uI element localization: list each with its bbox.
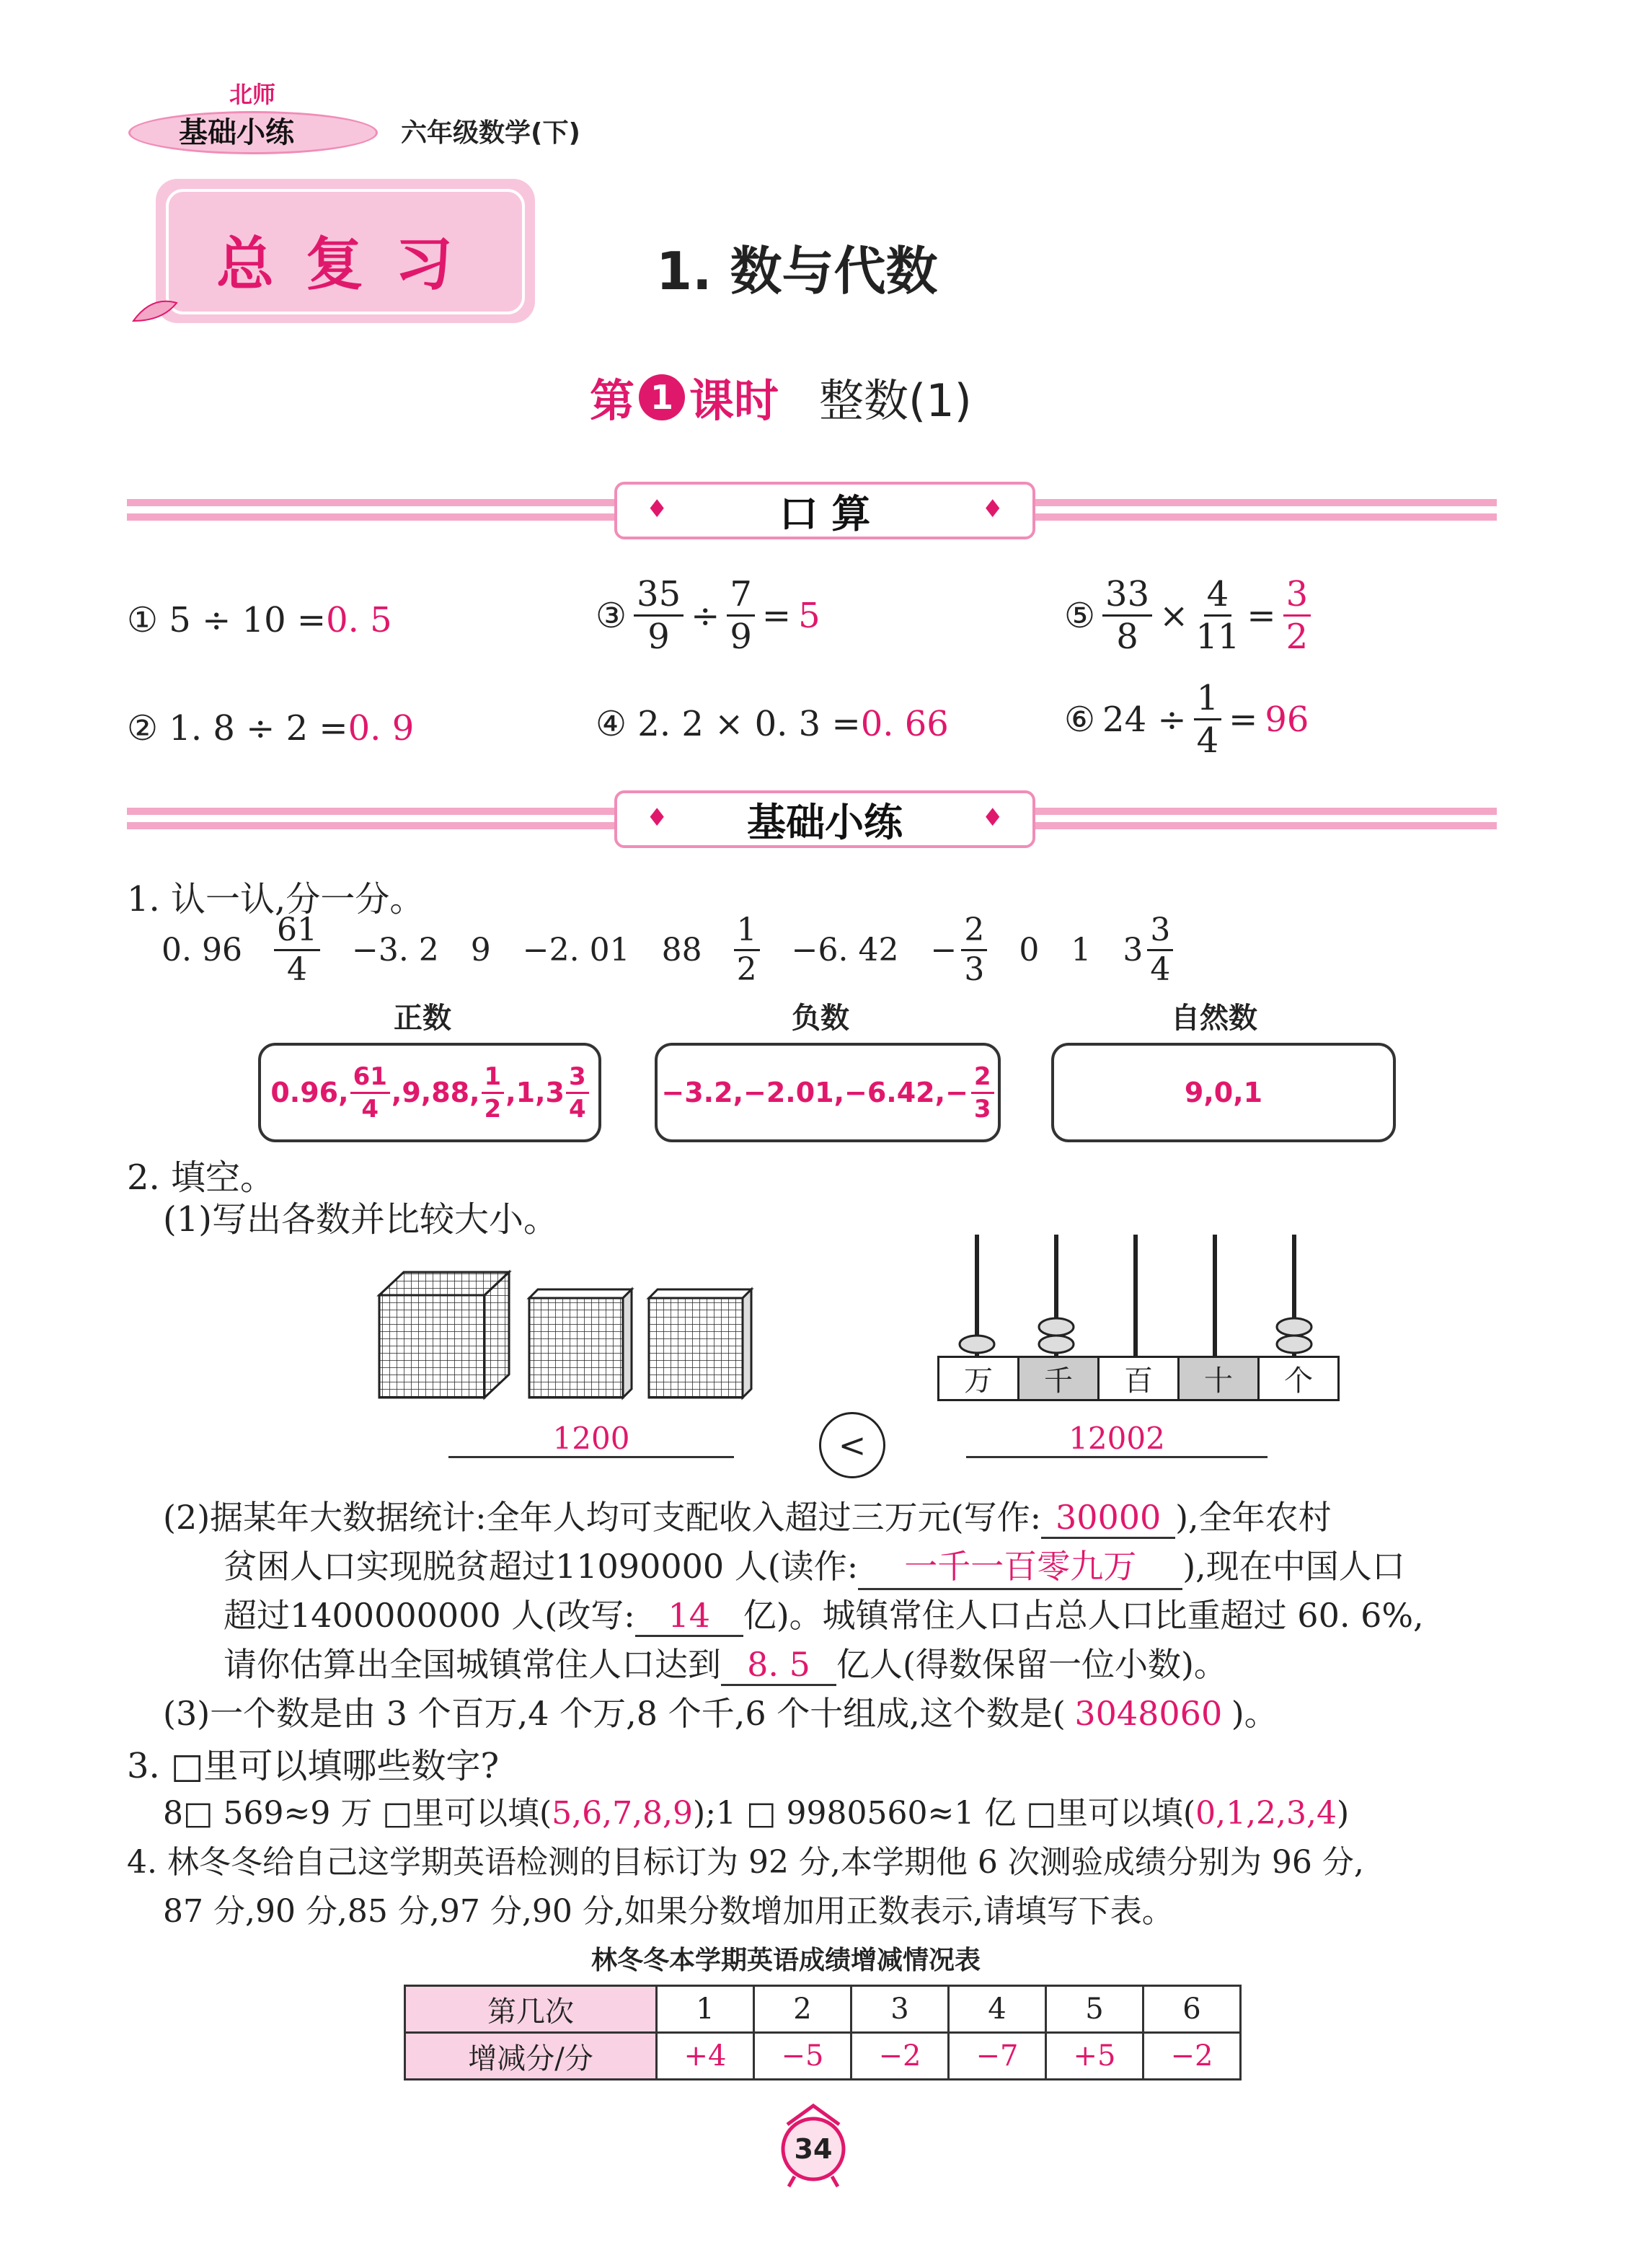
diamond-icon: ♦ xyxy=(981,803,1004,832)
q1-title: 1. 认一认,分一分。 xyxy=(127,879,425,919)
category-negative: 负数 xyxy=(792,1002,849,1035)
brand-main: 基础小练 xyxy=(179,116,294,149)
table-cell: 3 xyxy=(851,1986,949,2033)
lesson-suffix: 课时 xyxy=(689,374,779,427)
chapter-title: 1. 数与代数 xyxy=(656,241,938,301)
table-cell: +5 xyxy=(1046,2033,1143,2080)
review-badge xyxy=(156,179,535,323)
subject-label: 六年级数学(下) xyxy=(401,118,580,148)
abacus xyxy=(937,1232,1337,1405)
q2-part3: (3)一个数是由 3 个百万,4 个万,8 个千,6 个十组成,这个数是( 3048060 )。 xyxy=(163,1694,1278,1733)
q3-title: 3. □里可以填哪些数字? xyxy=(127,1746,500,1786)
q2-part2-line1: (2)据某年大数据统计:全年人均可支配收入超过三万元(写作: 30000 ),全年农村 xyxy=(163,1491,1332,1539)
category-positive: 正数 xyxy=(394,1002,451,1035)
mental-item-6: ⑥ 24 ÷ $\frac{1}{4}$ = 96 xyxy=(1064,678,1309,761)
table-cell: −2 xyxy=(851,2033,949,2080)
q4-line2: 87 分,90 分,85 分,97 分,90 分,如果分数增加用正数表示,请填写下表。 xyxy=(163,1893,1174,1930)
table-cell: −2 xyxy=(1143,2033,1241,2080)
q4-line1: 4. 林冬冬给自己这学期英语检测的目标订为 92 分,本学期他 6 次测验成绩分别为 96 分, xyxy=(127,1844,1364,1881)
q2-part2-line2: 贫困人口实现脱贫超过11090000 人(读作: 一千一百零九万 ),现在中国人口 xyxy=(224,1540,1405,1590)
section-title-practice xyxy=(614,790,1035,848)
category-natural: 自然数 xyxy=(1171,1002,1257,1035)
answer-box-negative: −3.2,−2.01,−6.42,− $\frac{2}{3}$ xyxy=(655,1043,1001,1142)
lesson-title xyxy=(590,365,972,429)
mental-item-2: ② 1. 8 ÷ 2 =0. 9 xyxy=(127,708,415,749)
mental-item-4: ④ 2. 2 × 0. 3 =0. 66 xyxy=(596,704,949,744)
table-cell: −5 xyxy=(754,2033,851,2080)
table-cell: 5 xyxy=(1046,1986,1143,2033)
mental-item-5: ⑤ $\frac{33}{8}$ × $\frac{4}{11}$ = $\frac{3}{2}$ xyxy=(1064,577,1311,654)
lesson-topic: 整数(1) xyxy=(819,374,972,427)
q2-part1: (1)写出各数并比较大小。 xyxy=(163,1199,558,1240)
abacus-place-labels: 万 千 百 十 个 xyxy=(937,1356,1340,1401)
q2-part2-line4: 请你估算出全国城镇常住人口达到 8. 5 亿人(得数保留一位小数)。 xyxy=(224,1638,1227,1686)
page-number: 34 xyxy=(794,2133,833,2165)
table-row xyxy=(405,2033,1241,2080)
cube-blocks-figure xyxy=(375,1266,757,1403)
brand-logo xyxy=(128,72,388,151)
q2-title: 2. 填空。 xyxy=(127,1157,275,1198)
diamond-icon: ♦ xyxy=(981,495,1004,524)
brand-top: 北师 xyxy=(229,81,276,108)
q1-number-list: 0. 96 $\frac{61}{4}$ −3. 2 9 −2. 01 88 $\frac{1}{2}$ −6. 42 − $\frac{2}{3}$ 0 1 3 $\frac{3}{4}$ xyxy=(162,914,1173,986)
abacus-rods xyxy=(937,1232,1337,1358)
row-header: 增减分/分 xyxy=(405,2033,657,2080)
section-label: 口 算 xyxy=(779,490,871,537)
answer-box-positive: 0.96, $\frac{61}{4}$ ,9,88, $\frac{1}{2}$ ,1,3 $\frac{3}{4}$ xyxy=(258,1043,601,1142)
table-cell: +4 xyxy=(657,2033,754,2080)
table-row xyxy=(405,1986,1241,2033)
page-number-badge xyxy=(773,2103,854,2189)
section-label: 基础小练 xyxy=(747,799,903,845)
table-cell: 2 xyxy=(754,1986,851,2033)
mental-item-1: ① 5 ÷ 10 =0. 5 xyxy=(127,600,392,640)
table-cell: 6 xyxy=(1143,1986,1241,2033)
badge-text: 总 复 习 xyxy=(216,231,459,298)
section-title-mental xyxy=(614,482,1035,539)
table-cell: 4 xyxy=(949,1986,1046,2033)
lesson-number-badge: 1 xyxy=(639,374,685,420)
table-cell: −7 xyxy=(949,2033,1046,2080)
lesson-prefix: 第 xyxy=(590,374,635,427)
answer-box-natural: 9,0,1 xyxy=(1051,1043,1396,1142)
score-table xyxy=(404,1985,1242,2081)
diamond-icon: ♦ xyxy=(646,495,668,524)
thousand-cube xyxy=(379,1272,509,1398)
table-title: 林冬冬本学期英语成绩增减情况表 xyxy=(591,1946,981,1975)
q3-line: 8□ 569≈9 万 □里可以填(5,6,7,8,9);1 □ 9980560≈1 亿 □里可以填(0,1,2,3,4) xyxy=(163,1795,1350,1832)
hundred-flat-2 xyxy=(649,1289,751,1398)
mental-item-3: ③ $\frac{35}{9}$ ÷ $\frac{7}{9}$ = 5 xyxy=(596,574,820,657)
left-value-blank: 1200 xyxy=(448,1421,734,1458)
row-header: 第几次 xyxy=(405,1986,657,2033)
hundred-flat-1 xyxy=(529,1289,632,1398)
diamond-icon: ♦ xyxy=(646,803,668,832)
right-value-blank: 12002 xyxy=(966,1421,1268,1458)
compare-circle: < xyxy=(819,1412,885,1478)
leaf-icon xyxy=(130,296,180,325)
table-cell: 1 xyxy=(657,1986,754,2033)
q2-part2-line3: 超过1400000000 人(改写: 14 亿)。城镇常住人口占总人口比重超过 60. 6%, xyxy=(224,1589,1424,1637)
